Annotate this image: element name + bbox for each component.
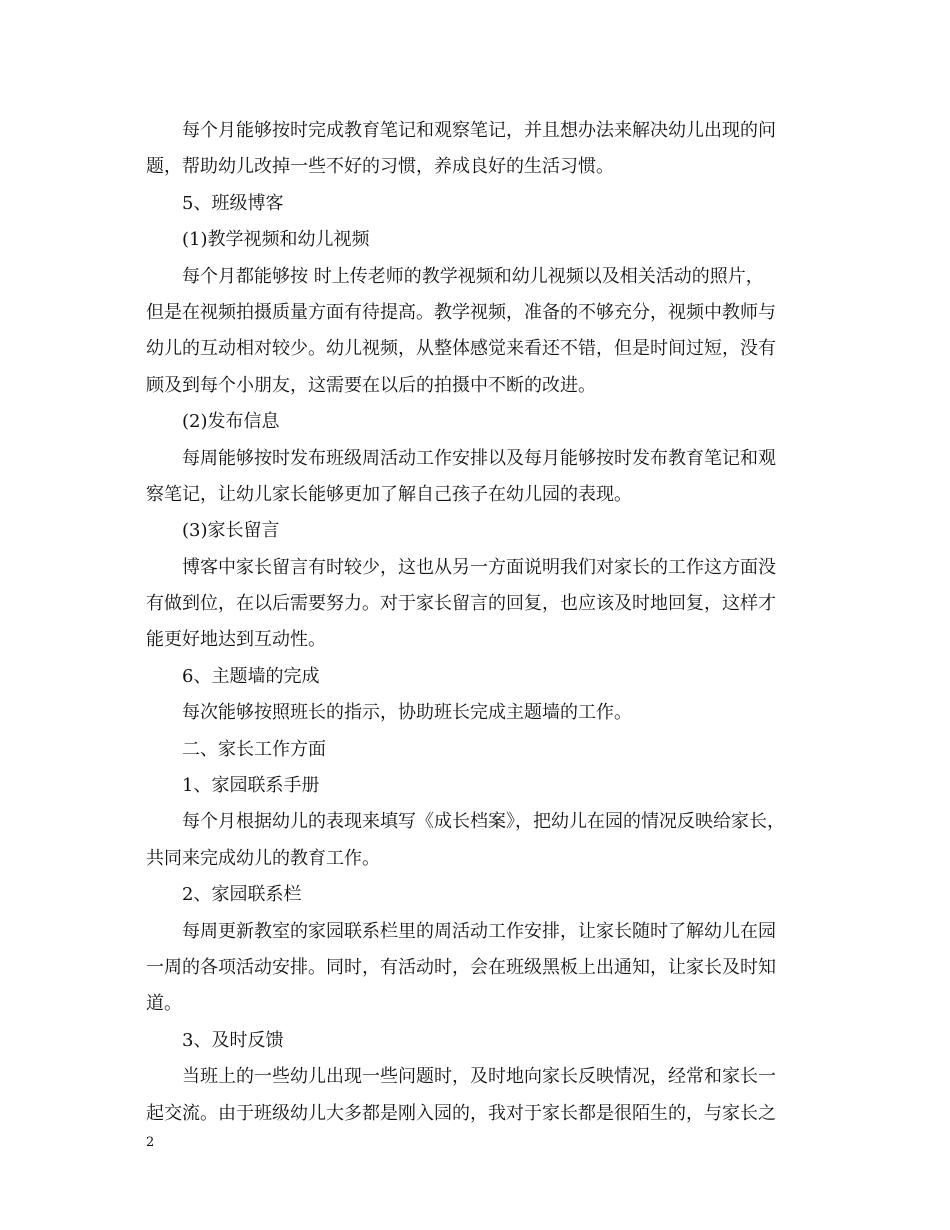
page-number: 2 [146, 1135, 155, 1150]
paragraph-line-first: 3、及时反馈 [182, 1029, 284, 1051]
paragraph-line: 一周的各项活动安排。同时，有活动时，会在班级黑板上出通知，让家长及时知 [146, 956, 776, 978]
paragraph-line: 共同来完成幼儿的教育工作。 [146, 847, 380, 869]
paragraph-line: 但是在视频拍摄质量方面有待提高。教学视频，准备的不够充分，视频中教师与 [146, 301, 776, 323]
paragraph-line-first: 2、家园联系栏 [182, 884, 302, 906]
paragraph-line-first: 1、家园联系手册 [182, 775, 320, 797]
paragraph-line: 顾及到每个小朋友，这需要在以后的拍摄中不断的改进。 [146, 374, 596, 396]
paragraph-line-first: (1)教学视频和幼儿视频 [182, 229, 370, 251]
paragraph-line-first: (3)家长留言 [182, 520, 280, 542]
paragraph-line: 察笔记，让幼儿家长能够更加了解自己孩子在幼儿园的表现。 [146, 483, 632, 505]
document-body [146, 113, 816, 1132]
paragraph-line: 起交流。由于班级幼儿大多都是刚入园的，我对于家长都是很陌生的，与家长之 [146, 1102, 776, 1124]
paragraph-line-first: 每个月能够按时完成教育笔记和观察笔记，并且想办法来解决幼儿出现的问 [182, 120, 776, 141]
paragraph-line-first: 每个月都能够按 时上传老师的教学视频和幼儿视频以及相关活动的照片， [182, 265, 764, 287]
paragraph-line-first: 当班上的一些幼儿出现一些问题时，及时地向家长反映情况，经常和家长一 [182, 1066, 776, 1088]
paragraph-line-first: 5、班级博客 [182, 192, 284, 214]
paragraph-line-first: (2)发布信息 [182, 411, 280, 433]
paragraph-line-first: 每个月根据幼儿的表现来填写《成长档案》，把幼儿在园的情况反映给家长， [182, 811, 785, 833]
paragraph-line: 道。 [146, 993, 182, 1015]
paragraph-line: 幼儿的互动相对较少。幼儿视频，从整体感觉来看还不错，但是时间过短，没有 [146, 338, 776, 360]
paragraph-line-first: 每周能够按时发布班级周活动工作安排以及每月能够按时发布教育笔记和观 [182, 447, 776, 469]
paragraph-line: 题，帮助幼儿改掉一些不好的习惯，养成良好的生活习惯。 [146, 156, 614, 178]
paragraph-line-first: 每周更新教室的家园联系栏里的周活动工作安排，让家长随时了解幼儿在园 [182, 920, 776, 942]
paragraph-line-first: 博客中家长留言有时较少，这也从另一方面说明我们对家长的工作这方面没 [182, 556, 776, 578]
paragraph-line-first: 每次能够按照班长的指示，协助班长完成主题墙的工作。 [182, 702, 632, 724]
paragraph-line: 能更好地达到互动性。 [146, 629, 326, 651]
paragraph-line-first: 二、家长工作方面 [182, 738, 326, 760]
paragraph-line-first: 6、主题墙的完成 [182, 665, 320, 687]
paragraph-line: 有做到位，在以后需要努力。对于家长留言的回复，也应该及时地回复，这样才 [146, 593, 776, 615]
